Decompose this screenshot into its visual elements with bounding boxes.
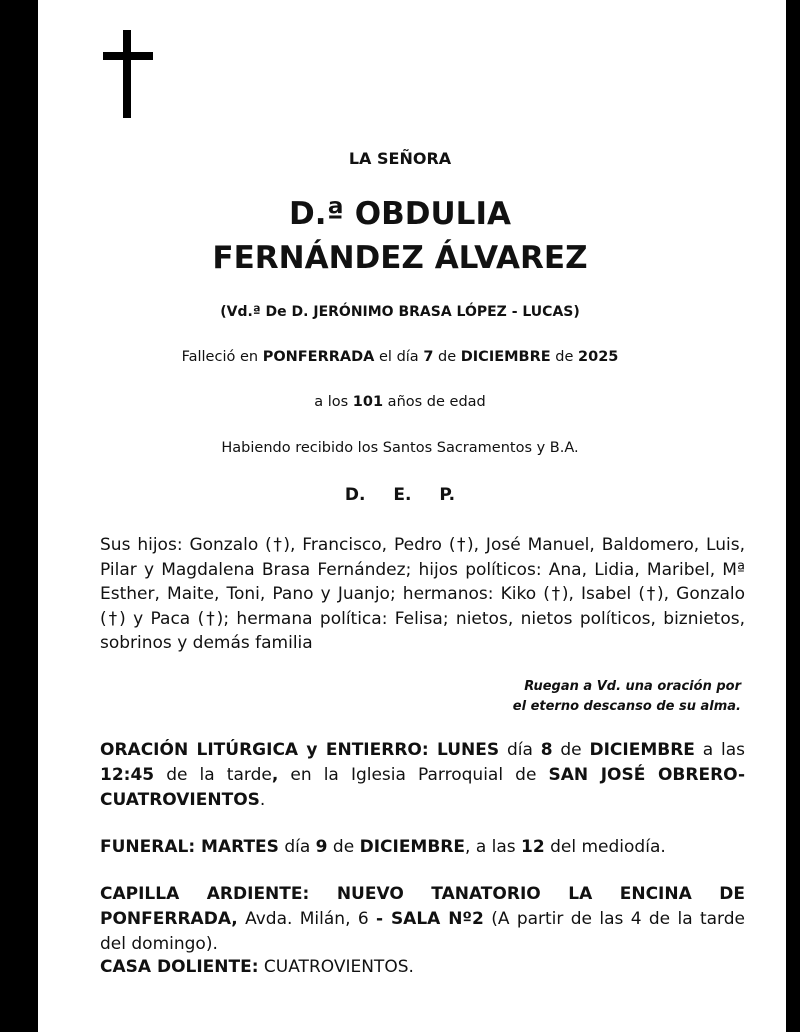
family-list: Sus hijos: Gonzalo (†), Francisco, Pedro (†), José Manuel, Baldomero, Luis, Pilar y Magdalena Brasa Fernández; hijos políticos: Ana, Lidia, Maribel, Mª Esther, Maite, Toni, Pano y Juanjo; hermanos: Kiko (†), Isabel (†), Gonzalo (†) y Paca (†); hermana política: Felisa; nietos, nietos políticos, biznietos, sobrinos y demás familia bbox=[100, 535, 745, 653]
prayer-line-2: el eterno descanso de su alma. bbox=[512, 699, 741, 714]
sacraments: Habiendo recibido los Santos Sacramentos y B.A. bbox=[221, 440, 579, 456]
prayer-line-1: Ruegan a Vd. una oración por bbox=[524, 679, 741, 694]
death-info: Falleció en PONFERRADA el día 7 de DICIEMBRE de 2025 bbox=[181, 349, 619, 365]
oracion-section: ORACIÓN LITÚRGICA y ENTIERRO: LUNES día 8 de DICIEMBRE a las 12:45 de la tarde, en la Iglesia Parroquial de SAN JOSÉ OBRERO-CUATROVIENTOS. bbox=[100, 740, 745, 810]
name-line-1: D.ª OBDULIA bbox=[289, 196, 511, 232]
left-border bbox=[0, 0, 38, 1032]
dep-heading: D. E. P. bbox=[344, 485, 456, 505]
cross-icon bbox=[103, 30, 153, 118]
funeral-section: FUNERAL: MARTES día 9 de DICIEMBRE, a las 12 del mediodía. bbox=[100, 837, 666, 857]
capilla-section: CAPILLA ARDIENTE: NUEVO TANATORIO LA ENCINA DE PONFERRADA, Avda. Milán, 6 - SALA Nº2 (A partir de las 4 de la tarde del domingo). bbox=[100, 884, 746, 954]
heading: LA SEÑORA bbox=[348, 149, 452, 168]
name-line-2: FERNÁNDEZ ÁLVAREZ bbox=[212, 240, 588, 276]
casa-section: CASA DOLIENTE: CUATROVIENTOS. bbox=[100, 957, 414, 977]
right-border bbox=[786, 0, 800, 1032]
prayer-request bbox=[361, 677, 741, 717]
age-info: a los 101 años de edad bbox=[314, 394, 486, 410]
widow-of: (Vd.ª De D. JERÓNIMO BRASA LÓPEZ - LUCAS) bbox=[220, 304, 580, 320]
deceased-name bbox=[60, 192, 740, 280]
